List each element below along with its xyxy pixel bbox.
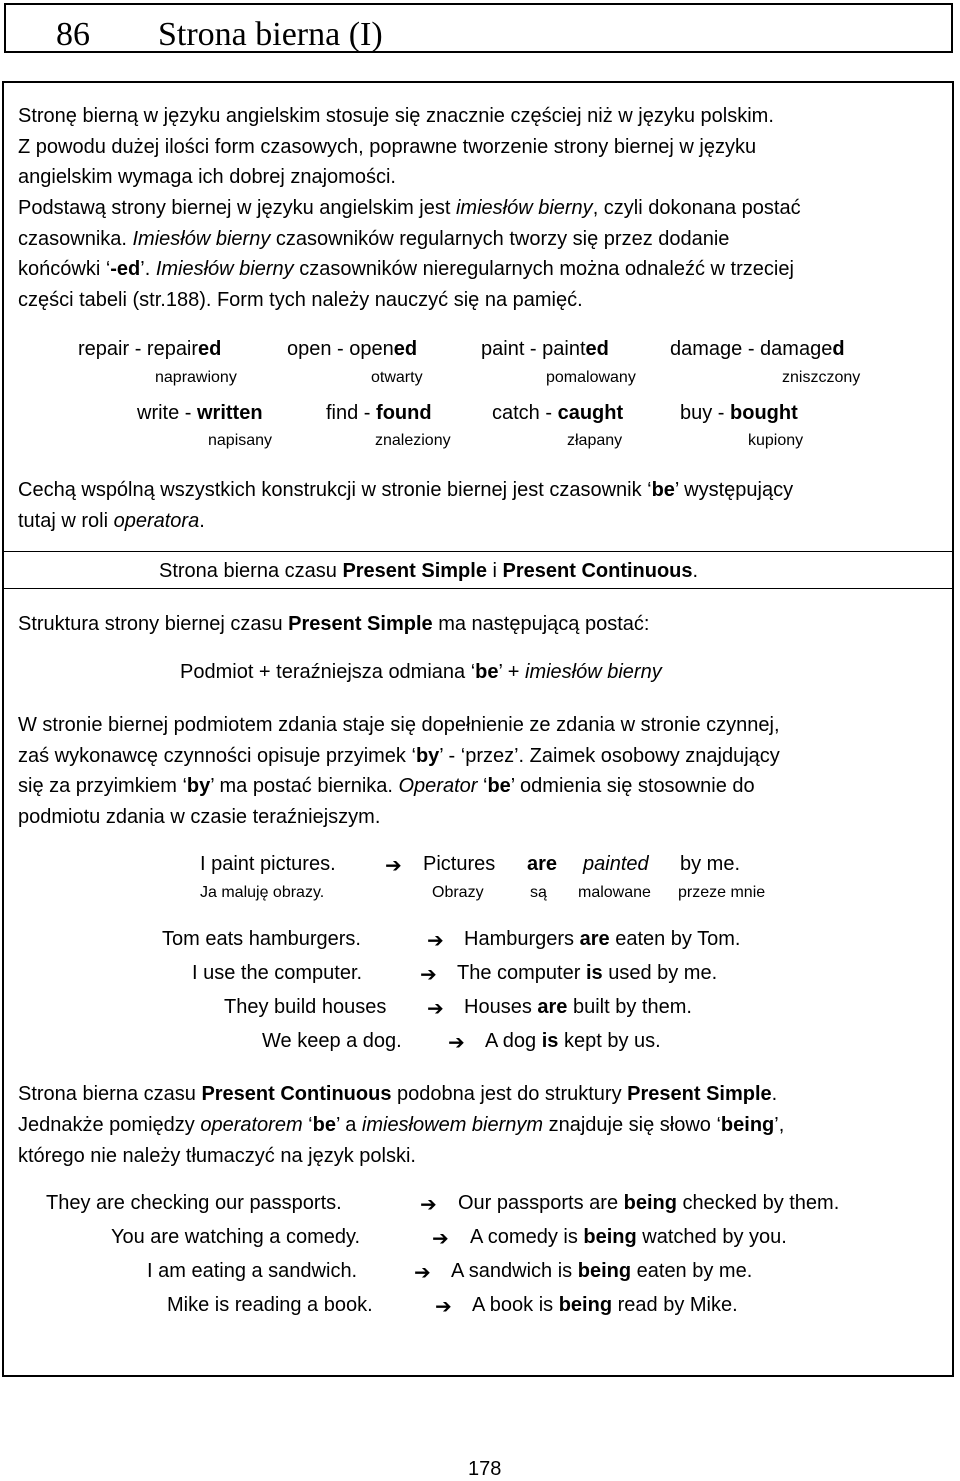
example-active: You are watching a comedy. [111,1226,361,1248]
arrow-icon: ➔ [414,1262,431,1284]
example-active: I use the computer. [192,962,363,984]
arrow-icon: ➔ [448,1032,465,1054]
arrow-icon: ➔ [420,1194,437,1216]
example-passive: A dog is kept by us. [485,1030,661,1052]
example-verb: painted [583,853,649,875]
example-aux: are [527,853,558,875]
explain-line-2: zaś wykonawcę czynności opisuje przyimek ‘by’ - ‘przez’. Zaimek osobowy znajdujący [18,745,780,767]
intro-line-4: Podstawą strony biernej w języku angielskim jest imiesłów bierny, czyli dokonana postać [18,197,801,219]
formula: Podmiot + teraźniejsza odmiana ‘be’ + imiesłów bierny [180,661,662,683]
intro-line-1: Stronę bierną w języku angielskim stosuje się znacznie częściej niż w języku polskim. [18,105,774,127]
verb-pair: write - written [137,402,263,424]
verb-gloss: pomalowany [546,369,636,386]
example-active: They build houses [224,996,387,1018]
common-line-1: Cechą wspólną wszystkich konstrukcji w stronie biernej jest czasownik ‘be’ występujący [18,479,794,501]
example-by: by me. [680,853,741,875]
example-active: Mike is reading a book. [167,1294,373,1316]
verb-pair: find - found [326,402,432,424]
example-passive: A book is being read by Mike. [472,1294,738,1316]
example-subject: Pictures [423,853,496,875]
verb-pair: buy - bought [680,402,798,424]
common-line-2: tutaj w roli operatora. [18,510,205,532]
example-active: I paint pictures. [200,853,336,875]
verb-gloss: znaleziony [375,432,451,449]
example-passive: A comedy is being watched by you. [470,1226,787,1248]
explain-line-1: W stronie biernej podmiotem zdania staje się dopełnienie ze zdania w stronie czynnej, [18,714,780,736]
verb-pair: repair - repaired [78,338,222,360]
example-active: We keep a dog. [262,1030,402,1052]
example-passive: Our passports are being checked by them. [458,1192,840,1214]
verb-gloss: naprawiony [155,369,237,386]
page-title: Strona bierna (I) [158,16,383,53]
verb-pair: paint - painted [481,338,609,360]
arrow-icon: ➔ [432,1228,449,1250]
explain-line-3: się za przyimkiem ‘by’ ma postać biernika. Operator ‘be’ odmienia się stosownie do [18,775,755,797]
structure-line: Struktura strony biernej czasu Present Simple ma następującą postać: [18,613,650,635]
continuous-line-3: którego nie należy tłumaczyć na język polski. [18,1145,416,1167]
continuous-line-2: Jednakże pomiędzy operatorem ‘be’ a imiesłowem biernym znajduje się słowo ‘being’, [18,1114,785,1136]
gloss: przeze mnie [678,884,766,901]
gloss: Obrazy [432,884,484,901]
title-box [4,3,953,53]
arrow-icon: ➔ [435,1296,452,1318]
example-passive: The computer is used by me. [457,962,718,984]
gloss: malowane [578,884,651,901]
intro-line-7: części tabeli (str.188). Form tych należy nauczyć się na pamięć. [18,289,583,311]
verb-pair: open - opened [287,338,418,360]
arrow-icon: ➔ [385,855,402,877]
verb-gloss: otwarty [371,369,423,386]
intro-line-3: angielskim wymaga ich dobrej znajomości. [18,166,396,188]
arrow-icon: ➔ [427,998,444,1020]
section-heading: Strona bierna czasu Present Simple i Present Continuous. [159,560,699,582]
verb-gloss: złapany [567,432,623,449]
example-passive: Hamburgers are eaten by Tom. [464,928,741,950]
page-number: 178 [468,1458,502,1480]
example-passive: Houses are built by them. [464,996,692,1018]
verb-gloss: kupiony [748,432,804,449]
arrow-icon: ➔ [420,964,437,986]
divider [2,588,954,589]
verb-pair: damage - damaged [670,338,845,360]
example-active: They are checking our passports. [46,1192,342,1214]
continuous-line-1: Strona bierna czasu Present Continuous podobna jest do struktury Present Simple. [18,1083,778,1105]
arrow-icon: ➔ [427,930,444,952]
intro-line-6: końcówki ‘-ed’. Imiesłów bierny czasowników nieregularnych można odnaleźć w trzeciej [18,258,794,280]
gloss: są [530,884,547,901]
explain-line-4: podmiotu zdania w czasie teraźniejszym. [18,806,381,828]
verb-gloss: zniszczony [782,369,861,386]
example-active: Tom eats hamburgers. [162,928,361,950]
lesson-number: 86 [56,16,90,53]
divider [2,551,954,552]
verb-pair: catch - caught [492,402,624,424]
intro-line-2: Z powodu dużej ilości form czasowych, poprawne tworzenie strony biernej w języku [18,136,757,158]
example-active: I am eating a sandwich. [147,1260,358,1282]
verb-gloss: napisany [208,432,273,449]
gloss: Ja maluję obrazy. [200,884,325,901]
intro-line-5: czasownika. Imiesłów bierny czasowników regularnych tworzy się przez dodanie [18,228,730,250]
example-passive: A sandwich is being eaten by me. [451,1260,753,1282]
